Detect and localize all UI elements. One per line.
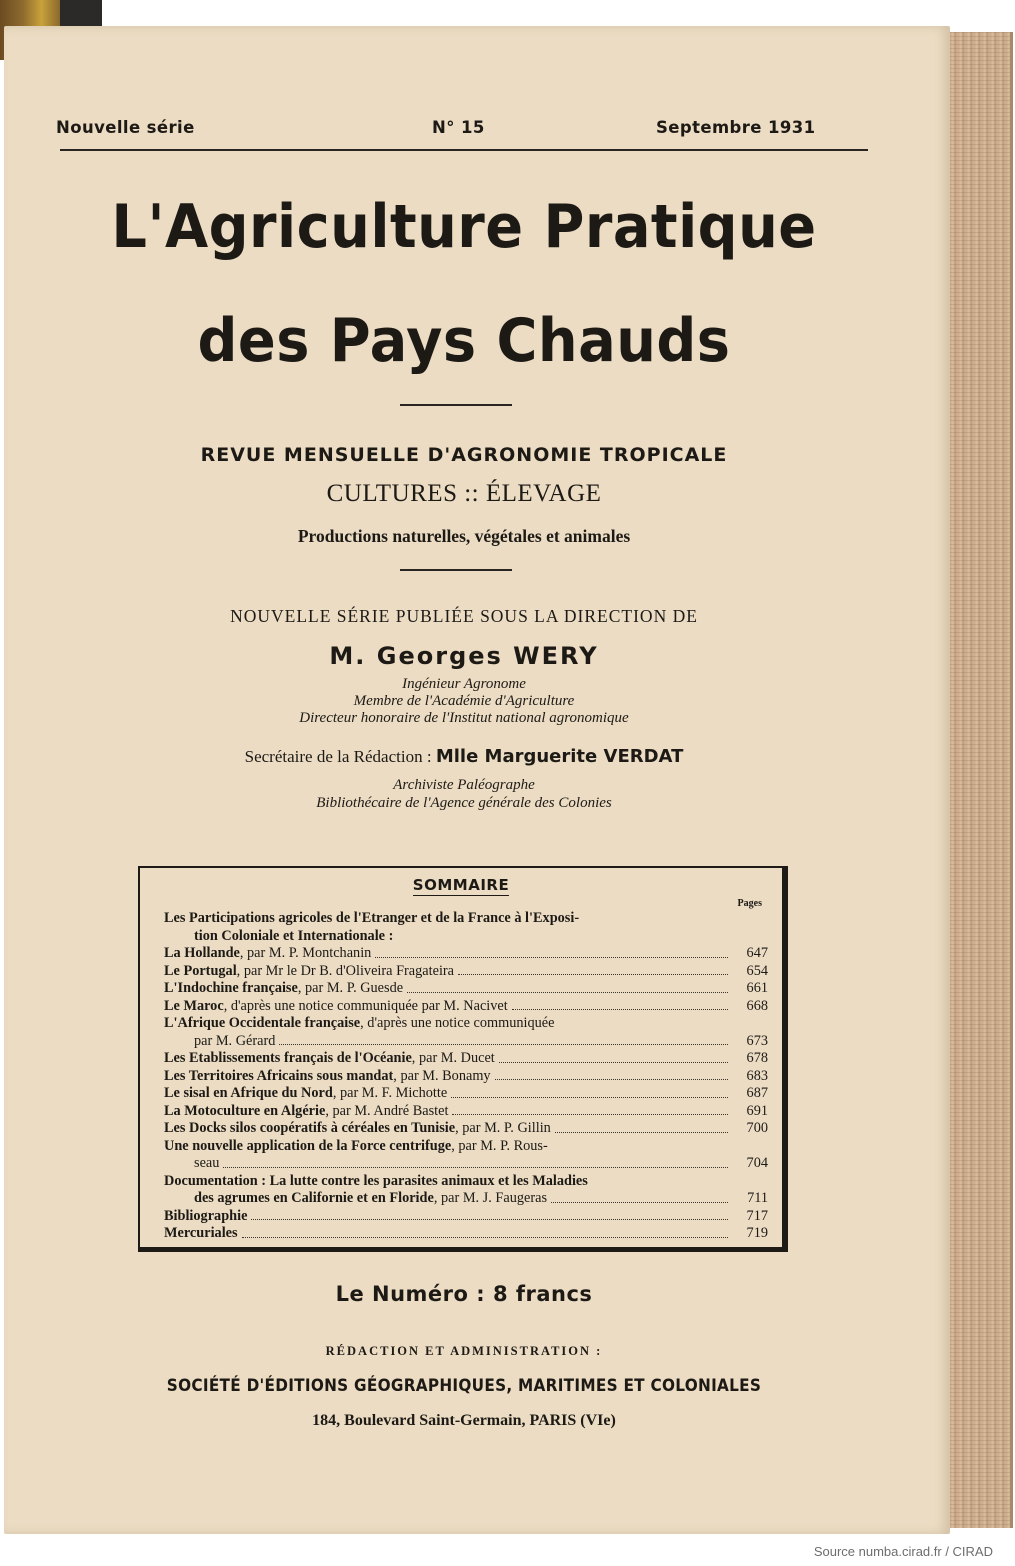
header-date: Septembre 1931 — [656, 118, 816, 137]
toc-entry-author: , par M. F. Michotte — [332, 1085, 448, 1101]
toc-entry-text — [194, 1155, 219, 1173]
toc-page-number: 719 — [746, 1225, 768, 1241]
toc-entry-text — [164, 1225, 238, 1243]
toc-row — [164, 998, 768, 1016]
toc-row — [164, 963, 768, 981]
toc-row — [164, 1173, 768, 1191]
toc-page-number: 661 — [746, 980, 768, 996]
toc-leader-dots — [458, 970, 728, 975]
sommaire-list — [164, 910, 768, 1243]
header-number: N° 15 — [432, 118, 485, 137]
director-titles — [4, 676, 924, 727]
title-rule — [400, 404, 512, 406]
subtitle-cultures: CULTURES :: ÉLEVAGE — [326, 480, 602, 507]
toc-entry-text — [164, 980, 403, 998]
toc-page-number: 704 — [746, 1155, 768, 1171]
toc-leader-dots — [499, 1058, 728, 1063]
toc-entry-author: , par Mr le Dr B. d'Oliveira Fragateira — [236, 962, 455, 979]
toc-leader-dots — [512, 1005, 728, 1010]
toc-entry-text — [164, 1085, 447, 1103]
direction-intro: NOUVELLE SÉRIE PUBLIÉE SOUS LA DIRECTION DE — [230, 606, 698, 626]
toc-entry-title: La Hollande — [164, 945, 240, 961]
toc-page-number: 711 — [747, 1190, 768, 1206]
price: Le Numéro : 8 francs — [335, 1282, 593, 1306]
toc-row — [164, 1225, 768, 1243]
toc-entry-author: , par M. Bonamy — [393, 1067, 491, 1084]
toc-row — [164, 1033, 768, 1051]
toc-leader-dots — [397, 936, 728, 940]
toc-row — [164, 980, 768, 998]
toc-entry-title: Les Etablissements français de l'Océanie — [164, 1050, 412, 1066]
toc-row — [164, 1085, 768, 1103]
toc-leader-dots — [551, 1198, 728, 1203]
secretary-name: Mlle Marguerite VERDAT — [435, 746, 684, 767]
toc-entry-author: , par M. P. Guesde — [297, 980, 404, 996]
toc-leader-dots — [558, 1024, 728, 1028]
toc-entry-author: , d'après une notice communiquée — [360, 1015, 555, 1031]
toc-row — [164, 1068, 768, 1086]
toc-page-number: 717 — [746, 1207, 768, 1224]
toc-page-number: 687 — [746, 1085, 768, 1101]
header-rule — [60, 149, 868, 151]
toc-leader-dots — [495, 1075, 728, 1080]
toc-page-number: 654 — [746, 962, 768, 979]
toc-entry-title: Les Participations agricoles de l'Etranger et de la France à l'Exposi- — [164, 910, 580, 926]
secretary-line — [4, 746, 924, 767]
toc-entry-title: Le sisal en Afrique du Nord — [164, 1085, 333, 1101]
toc-entry-title: Les Docks silos coopératifs à céréales en Tunisie — [164, 1120, 456, 1136]
toc-leader-dots — [451, 1093, 728, 1098]
toc-leader-dots — [592, 1181, 728, 1185]
toc-row — [164, 910, 768, 928]
toc-entry-author: , par M. P. Montchanin — [239, 945, 372, 961]
toc-page-number: 647 — [746, 945, 768, 961]
journal-cover-page — [4, 26, 950, 1534]
sommaire-box — [138, 866, 788, 1252]
toc-entry-text — [164, 1103, 448, 1121]
toc-row — [164, 928, 768, 946]
toc-row — [164, 1138, 768, 1156]
toc-entry-text — [164, 963, 454, 981]
toc-row — [164, 945, 768, 963]
toc-entry-author: seau — [194, 1155, 220, 1171]
secretary-title-1: Archiviste Paléographe — [393, 777, 535, 793]
toc-entry-text — [194, 1033, 275, 1051]
director-title-1: Ingénieur Agronome — [402, 676, 526, 692]
toc-leader-dots — [452, 1110, 728, 1115]
toc-leader-dots — [583, 919, 728, 923]
title-line-1: L'Agriculture Pratique — [111, 192, 817, 262]
pages-label: Pages — [737, 898, 762, 909]
toc-row — [164, 1120, 768, 1138]
toc-entry-text — [164, 1015, 554, 1033]
toc-entry-title: L'Afrique Occidentale française — [164, 1015, 361, 1031]
toc-entry-text — [164, 945, 371, 963]
toc-page-number: 700 — [746, 1120, 768, 1136]
toc-leader-dots — [375, 953, 728, 958]
toc-entry-title: Bibliographie — [164, 1207, 248, 1224]
publisher-name: SOCIÉTÉ D'ÉDITIONS GÉOGRAPHIQUES, MARITIMES ET COLONIALES — [166, 1376, 762, 1396]
toc-entry-title: tion Coloniale et Internationale : — [194, 927, 394, 944]
toc-row — [164, 1050, 768, 1068]
toc-entry-title: Les Territoires Africains sous mandat — [164, 1067, 394, 1084]
toc-entry-title: Le Maroc — [164, 997, 224, 1014]
toc-entry-text — [164, 1208, 247, 1226]
toc-leader-dots — [242, 1233, 728, 1238]
toc-entry-author: par M. Gérard — [194, 1032, 276, 1049]
toc-entry-text — [164, 910, 579, 928]
source-credit: Source numba.cirad.fr / CIRAD — [813, 1544, 993, 1559]
toc-page-number: 683 — [746, 1067, 768, 1084]
toc-row — [164, 1103, 768, 1121]
toc-leader-dots — [407, 988, 728, 993]
toc-entry-text — [164, 1068, 491, 1086]
title-line-2: des Pays Chauds — [197, 306, 731, 376]
page-edges — [950, 32, 1013, 1528]
toc-entry-title: L'Indochine française — [164, 980, 298, 996]
secretary-title-2: Bibliothécaire de l'Agence générale des Colonies — [316, 795, 612, 811]
toc-entry-text — [164, 998, 508, 1016]
publisher-address: 184, Boulevard Saint-Germain, PARIS (VIe) — [312, 1412, 616, 1429]
publisher-label: RÉDACTION ET ADMINISTRATION : — [325, 1344, 603, 1358]
toc-entry-author: , par M. André Bastet — [325, 1102, 449, 1119]
secretary-label: Secrétaire de la Rédaction : — [244, 747, 432, 766]
toc-page-number: 678 — [746, 1050, 768, 1066]
toc-page-number: 668 — [746, 997, 768, 1014]
toc-page-number: 691 — [746, 1102, 768, 1119]
toc-leader-dots — [223, 1163, 728, 1168]
subtitle-revue: REVUE MENSUELLE D'AGRONOMIE TROPICALE — [200, 444, 728, 466]
toc-entry-author: , d'après une notice communiquée par M. Nacivet — [223, 997, 508, 1014]
toc-entry-text — [164, 1173, 588, 1191]
toc-entry-author: , par M. P. Rous- — [451, 1137, 548, 1154]
toc-entry-title: Une nouvelle application de la Force centrifuge — [164, 1137, 452, 1154]
toc-entry-text — [194, 1190, 547, 1208]
toc-entry-text — [164, 1138, 548, 1156]
toc-leader-dots — [552, 1146, 728, 1150]
toc-entry-text — [164, 1120, 551, 1138]
sommaire-heading: SOMMAIRE — [412, 876, 510, 894]
header-series: Nouvelle série — [56, 118, 195, 137]
toc-entry-author: , par M. P. Gillin — [455, 1120, 551, 1136]
director-title-2: Membre de l'Académie d'Agriculture — [353, 693, 575, 709]
toc-leader-dots — [279, 1040, 728, 1045]
toc-entry-title: Documentation : La lutte contre les parasites animaux et les Maladies — [164, 1172, 588, 1189]
subtitle-rule — [400, 569, 512, 571]
toc-page-number: 673 — [746, 1032, 768, 1049]
toc-leader-dots — [251, 1215, 728, 1220]
toc-row — [164, 1208, 768, 1226]
toc-entry-text — [194, 928, 393, 946]
subtitle-productions: Productions naturelles, végétales et animales — [297, 526, 631, 546]
director-name: M. Georges WERY — [329, 642, 599, 670]
toc-row — [164, 1015, 768, 1033]
toc-entry-title: Mercuriales — [164, 1225, 238, 1241]
toc-leader-dots — [555, 1128, 728, 1133]
toc-entry-author: , par M. J. Faugeras — [433, 1190, 548, 1206]
director-title-3: Directeur honoraire de l'Institut national agronomique — [299, 710, 629, 726]
toc-entry-title: des agrumes en Californie et en Floride — [194, 1190, 434, 1206]
toc-row — [164, 1190, 768, 1208]
toc-entry-title: La Motoculture en Algérie — [164, 1102, 326, 1119]
toc-entry-title: Le Portugal — [164, 962, 237, 979]
toc-entry-author: , par M. Ducet — [411, 1050, 495, 1066]
secretary-titles — [4, 776, 924, 812]
toc-entry-text — [164, 1050, 495, 1068]
toc-row — [164, 1155, 768, 1173]
